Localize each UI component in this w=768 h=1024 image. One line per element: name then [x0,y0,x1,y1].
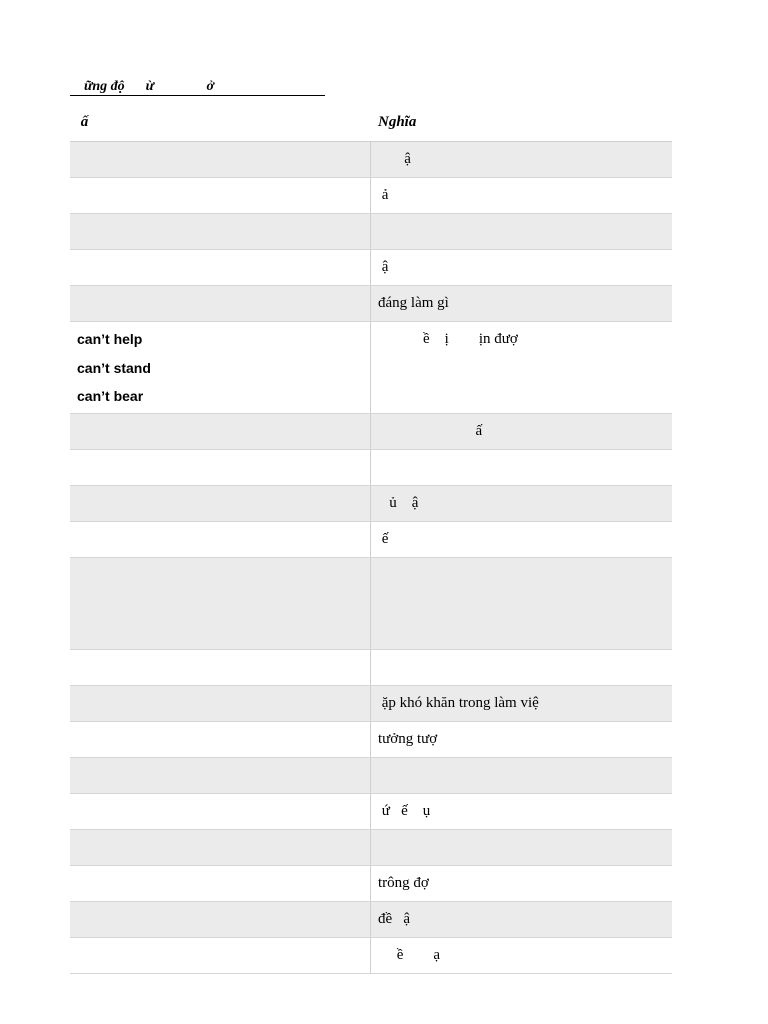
term-text [77,423,370,452]
term-cell [70,938,371,973]
table-row [70,214,672,250]
term-text [77,803,370,832]
table-row [70,686,672,722]
term-cell [70,214,371,249]
term-cell [70,686,371,721]
term-cell [70,866,371,901]
table-body [70,142,672,974]
term-cell [70,322,371,413]
meaning-cell: ậ [378,259,389,275]
meaning-cell: ế [378,531,389,547]
meaning-cell [371,650,672,685]
term-text [77,695,370,724]
term-cell [70,450,371,485]
meaning-cell: ề ị ịn đượ [378,331,518,347]
term-cell [70,794,371,829]
term-cell [70,286,371,321]
term-text [77,731,370,760]
term-cell [70,142,371,177]
table-row [70,902,672,938]
table-row [70,286,672,322]
term-text [77,875,370,904]
meaning-cell: ậ [378,151,411,167]
term-text [77,767,370,796]
section-heading: ững độ ừ ở [70,78,325,96]
term-text [77,259,370,288]
term-cell [70,650,371,685]
meaning-cell [371,830,672,865]
term-text [77,495,370,524]
table-row [70,450,672,486]
term-cell [70,722,371,757]
meaning-cell: đáng làm gì [378,295,449,311]
term-cell [70,830,371,865]
table-row [70,722,672,758]
term-cell [70,758,371,793]
term-text: can’t bear [77,388,144,404]
term-cell [70,414,371,449]
table-row [70,522,672,558]
meaning-cell [371,758,672,793]
term-text [77,187,370,216]
header-meaning: Nghĩa [378,114,417,130]
term-cell [70,522,371,557]
meaning-cell [371,214,672,249]
table-row [70,142,672,178]
table-row [70,322,672,414]
table-row [70,558,672,650]
table-row [70,938,672,974]
header-term: ấ [77,114,89,130]
term-text: can’t help [77,331,143,347]
meaning-cell: tưởng tượ [378,731,438,747]
term-text [77,567,370,596]
table-row [70,794,672,830]
meaning-cell [371,558,672,649]
table-row [70,758,672,794]
meaning-cell [371,450,672,485]
table-row [70,414,672,450]
table-row [70,178,672,214]
meaning-cell: trông đợ [378,875,429,891]
term-text [77,223,370,252]
meaning-cell: ả [378,187,389,203]
table-row [70,866,672,902]
term-text [77,531,370,560]
term-text [77,295,370,324]
term-text [77,839,370,868]
meaning-cell: ứ ế ụ [378,803,431,819]
term-text [77,459,370,488]
term-cell [70,558,371,649]
meaning-cell: ủ ậ [378,495,419,511]
table-row [70,486,672,522]
term-text [77,947,370,976]
meaning-cell: ặp khó khăn trong làm việ [378,695,539,711]
meaning-cell: ề ạ [378,947,441,963]
table-row [70,250,672,286]
term-text [77,659,370,688]
term-cell [70,178,371,213]
meaning-cell: ấ [378,423,483,439]
table-row [70,830,672,866]
table-row [70,650,672,686]
vocabulary-table [70,104,672,974]
term-cell [70,250,371,285]
table-header [70,104,672,142]
term-text [77,151,370,180]
term-text [77,911,370,940]
term-cell [70,486,371,521]
term-cell [70,902,371,937]
meaning-cell: đề ậ [378,911,411,927]
term-text: can’t stand [77,359,151,376]
